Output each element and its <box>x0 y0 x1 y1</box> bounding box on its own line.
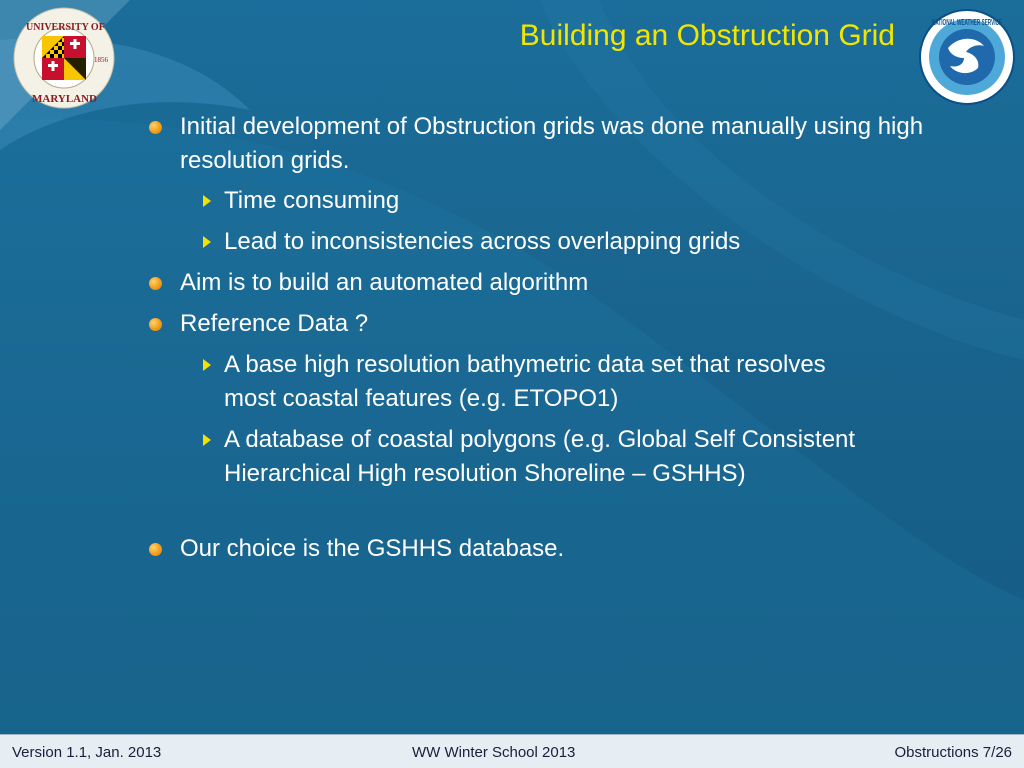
umd-seal-year: 1856 <box>94 56 108 64</box>
nws-logo-text: NATIONAL WEATHER SERVICE <box>932 18 1003 27</box>
bullet-level1: Reference Data ? <box>180 310 369 337</box>
sub-bullet-arrow-icon <box>203 359 211 371</box>
bullet-dot-icon <box>149 543 162 556</box>
bullet-level2: Time consuming <box>224 187 400 214</box>
sub-bullet-arrow-icon <box>203 195 211 207</box>
slide-title: Building an Obstruction Grid <box>519 19 895 52</box>
bullet-level2: A database of coastal polygons (e.g. Global Self Consistent Hierarchical High resolution Shoreline – GSHHS) <box>224 426 856 487</box>
bullet-dot-icon <box>149 277 162 290</box>
sub-bullet-arrow-icon <box>203 236 211 248</box>
slide-footer <box>0 734 1024 768</box>
footer-version: Version 1.1, Jan. 2013 <box>12 744 162 761</box>
umd-seal-text-bottom: MARYLAND <box>32 93 97 105</box>
bullet-level1: Our choice is the GSHHS database. <box>180 535 565 562</box>
bullet-dot-icon <box>149 318 162 331</box>
bullet-level2: Lead to inconsistencies across overlapping grids <box>224 228 741 255</box>
footer-event: WW Winter School 2013 <box>412 744 576 761</box>
bullet-level1: Initial development of Obstruction grids was done manually using high resolution grids. <box>180 113 924 174</box>
bullet-level2: A base high resolution bathymetric data set that resolves most coastal features (e.g. ETOPO1) <box>224 351 826 412</box>
footer-page-number: Obstructions 7/26 <box>894 744 1012 761</box>
bullet-dot-icon <box>149 121 162 134</box>
umd-seal-text-top: UNIVERSITY OF <box>26 22 105 33</box>
sub-bullet-arrow-icon <box>203 434 211 446</box>
bullet-level1: Aim is to build an automated algorithm <box>180 269 589 296</box>
